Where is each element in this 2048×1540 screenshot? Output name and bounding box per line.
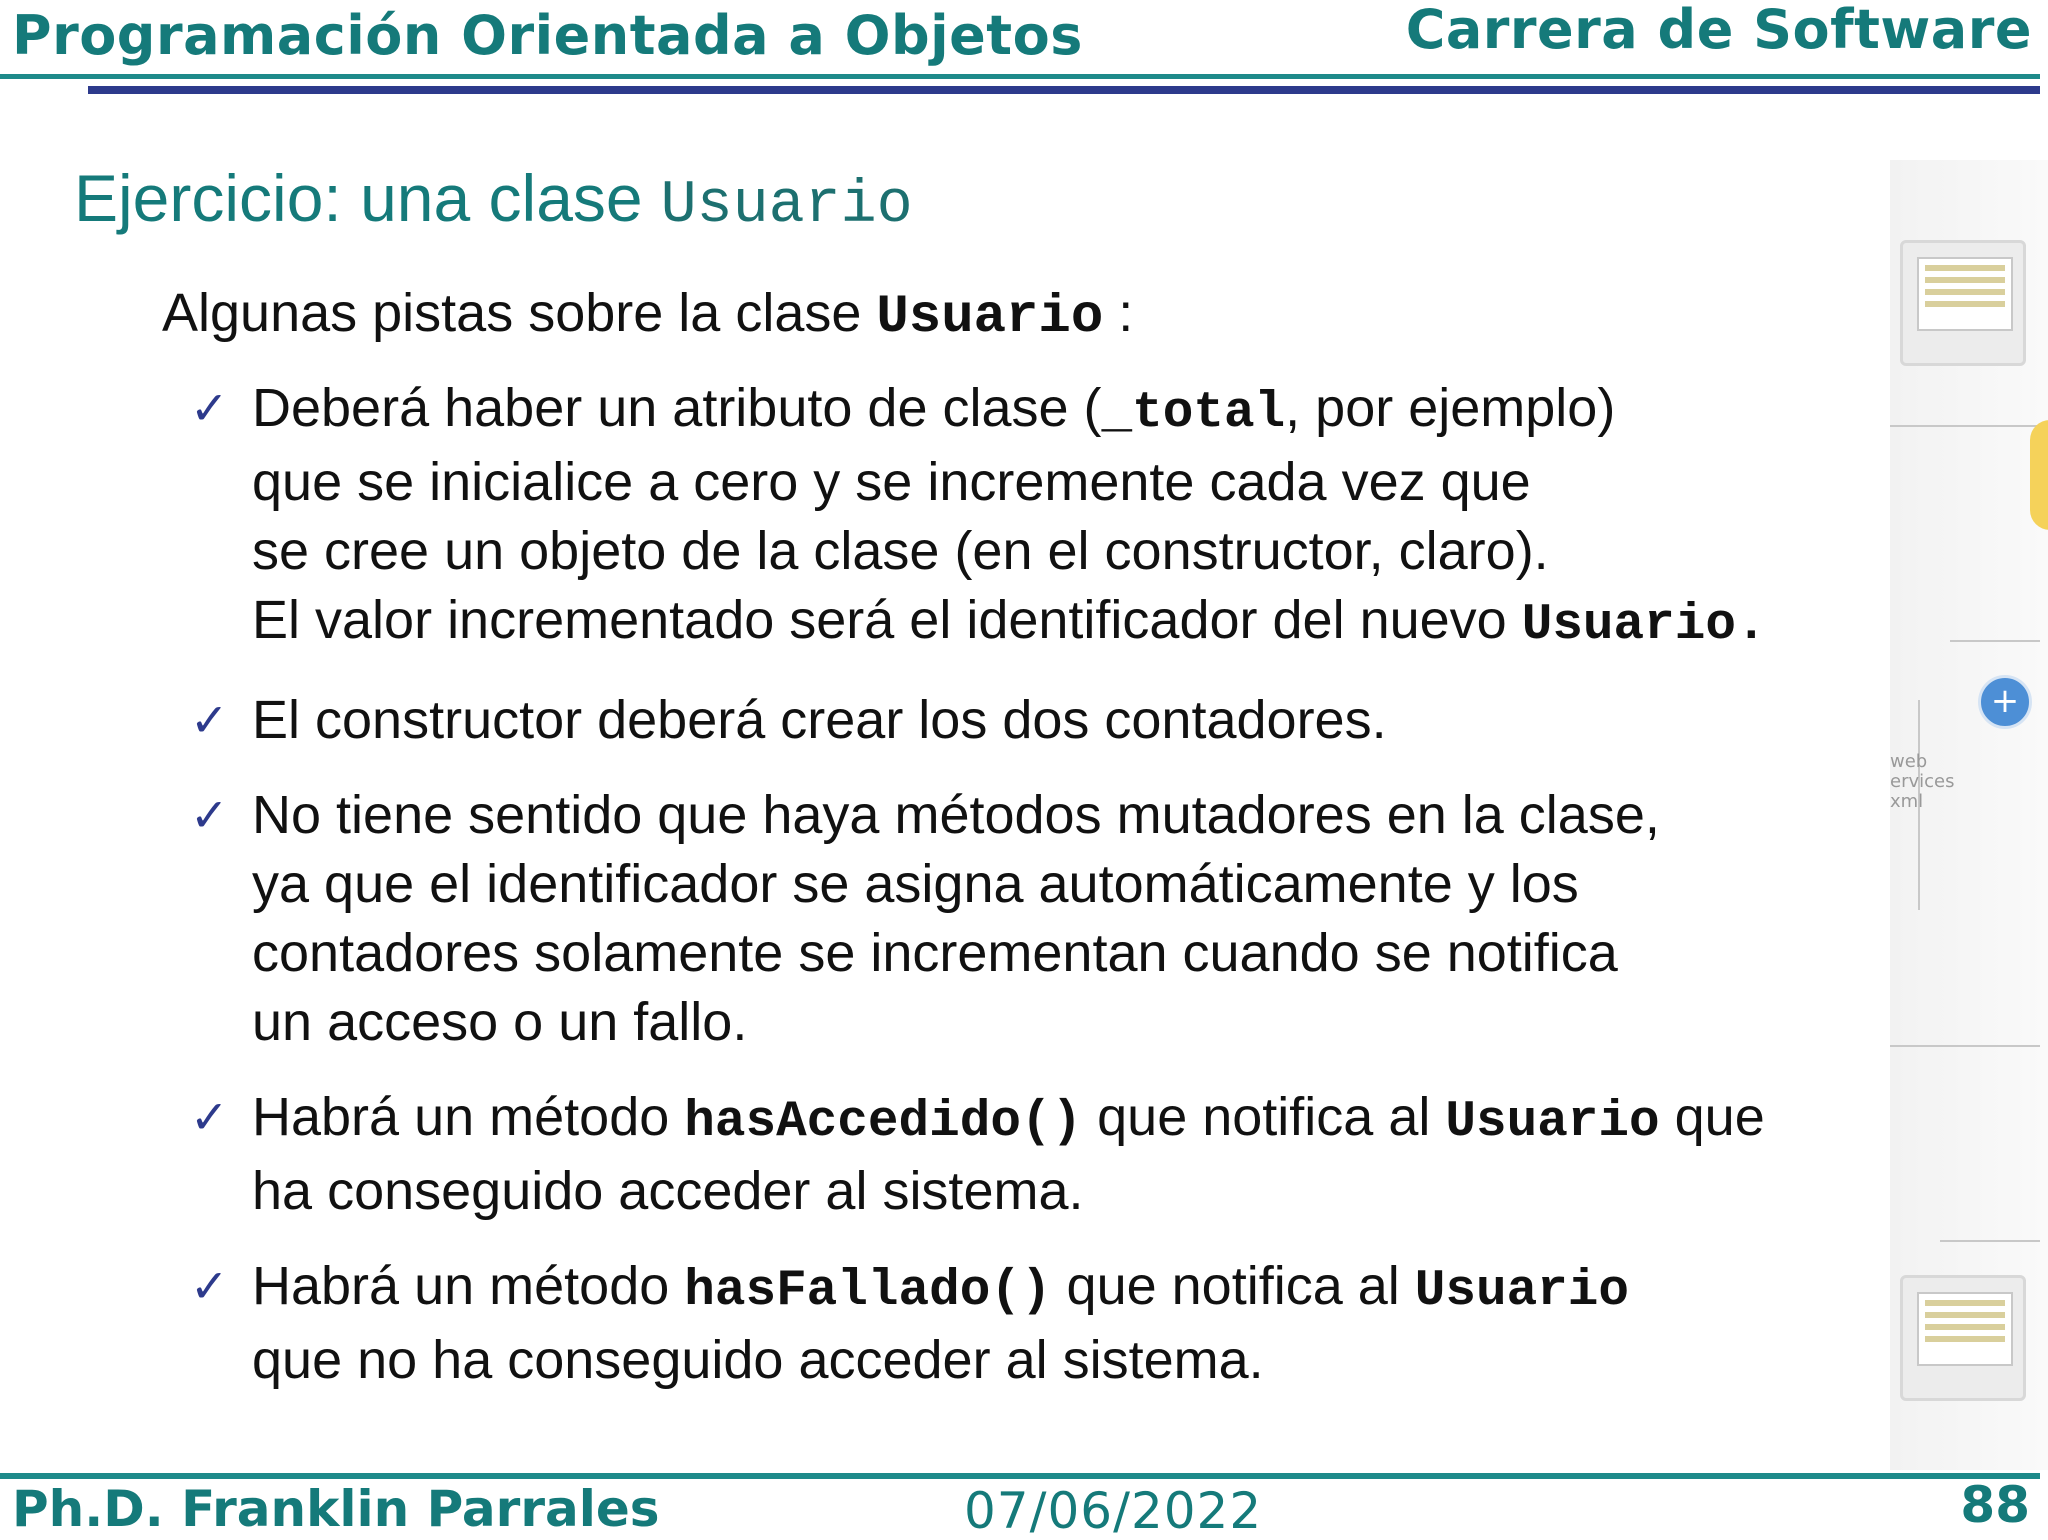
header-rule-teal <box>0 74 2040 79</box>
connector-line <box>1950 640 2040 642</box>
list-item: ✓ No tiene sentido que haya métodos mutadores en la clase, ya que el identificador se asigna automáticamente y los contadores solamente se incrementan cuando se notifica un acceso o un fallo. <box>190 781 1900 1057</box>
author: Ph.D. Franklin Parrales <box>12 1480 660 1538</box>
connector-line <box>1940 1240 2040 1242</box>
check-icon: ✓ <box>190 1090 229 1144</box>
web-services-label: web ervices xml <box>1890 751 1955 812</box>
title-class-name: Usuario <box>660 172 913 240</box>
globe-icon: + <box>1978 675 2032 729</box>
list-item: ✓ Habrá un método hasAccedido() que notifica al Usuario que ha conseguido acceder al sistema. <box>190 1083 1900 1226</box>
header-rule-navy <box>88 86 2040 94</box>
connector-line <box>1890 425 2040 427</box>
check-icon: ✓ <box>190 788 229 842</box>
slide-title: Ejercicio: una clase Usuario <box>74 161 913 240</box>
list-item: ✓ Deberá haber un atributo de clase (_total, por ejemplo) que se inicialice a cero y se incremente cada vez que se cree un objeto de la clase (en el constructor, claro). El valor incrementado será el identificador del nuevo Usuario. <box>190 374 1900 660</box>
program-title: Carrera de Software <box>1405 0 2032 61</box>
connector-line <box>1890 1045 2040 1047</box>
check-icon: ✓ <box>190 381 229 435</box>
monitor-icon <box>1900 240 2026 366</box>
course-title: Programación Orientada a Objetos <box>12 4 1083 67</box>
date: 07/06/2022 <box>964 1482 1263 1540</box>
bullet-list <box>190 374 1900 1421</box>
check-icon: ✓ <box>190 1259 229 1313</box>
intro-class-name: Usuario <box>876 287 1104 348</box>
check-icon: ✓ <box>190 693 229 747</box>
intro-text: Algunas pistas sobre la clase Usuario : <box>162 283 1134 348</box>
footer-rule <box>0 1473 2040 1479</box>
list-item: ✓ Habrá un método hasFallado() que notifica al Usuario que no ha conseguido acceder al sistema. <box>190 1252 1900 1395</box>
yellow-decor <box>2030 420 2048 530</box>
list-item: ✓ El constructor deberá crear los dos contadores. <box>190 686 1900 755</box>
monitor-icon <box>1900 1275 2026 1401</box>
page-number: 88 <box>1960 1476 2030 1534</box>
